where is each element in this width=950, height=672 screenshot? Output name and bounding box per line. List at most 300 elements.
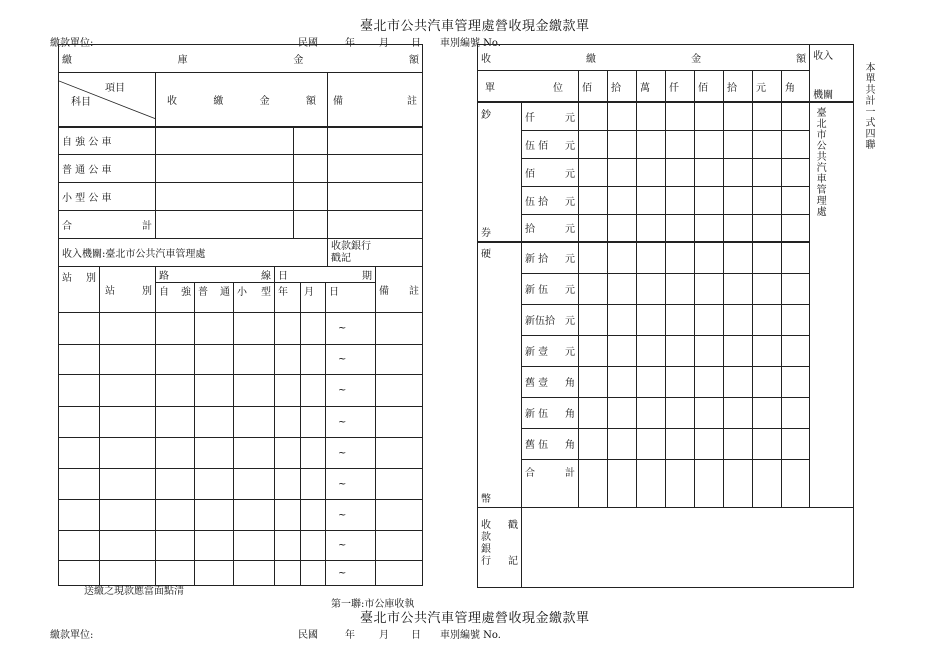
bank-stamp-label xyxy=(478,507,522,587)
denomination-name: 仟 xyxy=(525,112,535,124)
digit-cell[interactable] xyxy=(579,428,608,459)
entry-cell[interactable] xyxy=(156,469,195,500)
remark-cell[interactable] xyxy=(328,211,423,239)
digit-cell[interactable] xyxy=(608,397,637,428)
digit-cell[interactable] xyxy=(753,102,782,130)
digit-cell[interactable] xyxy=(753,214,782,242)
coins-char: 幣 xyxy=(481,493,491,505)
payer-label-copy: 繳款單位: xyxy=(50,630,94,641)
coin-row xyxy=(478,397,854,428)
digit-cell[interactable] xyxy=(608,273,637,304)
coins-char: 硬 xyxy=(481,249,491,260)
entry-cell[interactable] xyxy=(376,469,423,500)
entry-cell[interactable] xyxy=(156,407,195,438)
digit-cell[interactable] xyxy=(637,130,666,158)
digit-cell[interactable] xyxy=(637,158,666,186)
entry-cell[interactable] xyxy=(275,345,301,375)
denomination-label xyxy=(522,304,579,335)
year-col: 年 xyxy=(275,283,301,313)
serial-label: 車別編號 No. xyxy=(440,38,501,49)
digit-cell[interactable] xyxy=(695,102,724,130)
digit-cell[interactable] xyxy=(753,130,782,158)
year-prefix-copy: 民國 xyxy=(298,630,318,641)
entry-cell[interactable] xyxy=(100,345,156,375)
entry-cell[interactable] xyxy=(376,313,423,345)
date-range-cell[interactable]: ~ xyxy=(326,500,376,531)
entry-cell[interactable] xyxy=(376,345,423,375)
notes-char: 鈔 xyxy=(481,110,491,121)
digit-cell[interactable] xyxy=(695,242,724,273)
digit-cell[interactable] xyxy=(579,242,608,273)
payer-label: 繳款單位: xyxy=(50,38,94,49)
denomination-unit: 元 xyxy=(565,224,575,236)
serial-label-copy: 車別編號 No. xyxy=(440,630,501,641)
denomination-name: 新 拾 xyxy=(525,254,549,266)
denomination-label xyxy=(522,428,579,459)
denomination-name: 新 伍 xyxy=(525,285,549,296)
digit-cell[interactable] xyxy=(782,428,810,459)
entry-cell[interactable] xyxy=(195,375,234,407)
digit-cell[interactable] xyxy=(666,366,695,397)
coin-row xyxy=(478,273,854,304)
digit-cell[interactable] xyxy=(608,459,637,507)
date-range-cell[interactable]: ~ xyxy=(326,531,376,561)
entry-cell[interactable] xyxy=(59,313,100,345)
remark-char: 註 xyxy=(409,286,419,297)
stamp-char: 款 xyxy=(481,531,491,543)
entry-cell[interactable] xyxy=(275,531,301,561)
entry-cell[interactable] xyxy=(195,561,234,586)
entry-cell[interactable] xyxy=(156,375,195,407)
entry-cell[interactable] xyxy=(156,438,195,469)
denomination-label xyxy=(522,186,579,214)
station-row xyxy=(59,345,423,375)
digit-cell[interactable] xyxy=(753,459,782,507)
station-row xyxy=(59,469,423,500)
digit-cell[interactable] xyxy=(695,158,724,186)
denomination-unit: 元 xyxy=(565,316,575,327)
denomination-name: 新 壹 xyxy=(525,347,549,358)
entry-cell[interactable] xyxy=(195,345,234,375)
denomination-name: 佰 xyxy=(525,168,535,180)
digit-cell[interactable] xyxy=(579,459,608,507)
entry-cell[interactable] xyxy=(275,561,301,586)
digit-cell[interactable] xyxy=(579,130,608,158)
treasury-amount-table xyxy=(58,44,423,267)
digit-cell[interactable] xyxy=(782,304,810,335)
digit-cell[interactable] xyxy=(724,273,753,304)
denomination-name: 新 伍 xyxy=(525,409,549,420)
digit-cell[interactable] xyxy=(666,459,695,507)
entry-cell[interactable] xyxy=(376,500,423,531)
digit-col-header: 拾 xyxy=(724,71,753,102)
form-title-copy: 臺北市公共汽車管理處營收現金繳款單 xyxy=(360,611,590,626)
digit-cell[interactable] xyxy=(695,335,724,366)
entry-cell[interactable] xyxy=(275,469,301,500)
amount-cell[interactable] xyxy=(294,183,328,211)
entry-cell[interactable] xyxy=(100,438,156,469)
coin-row xyxy=(478,366,854,397)
amount-cell[interactable] xyxy=(156,127,294,155)
station-sub-char: 站 xyxy=(105,286,115,297)
entry-cell[interactable] xyxy=(156,500,195,531)
denomination-name: 舊 伍 xyxy=(525,440,549,451)
entry-cell[interactable] xyxy=(275,313,301,345)
digit-cell[interactable] xyxy=(695,214,724,242)
banknotes-category xyxy=(478,102,522,242)
digit-cell[interactable] xyxy=(637,397,666,428)
entry-cell[interactable] xyxy=(234,407,275,438)
digit-cell[interactable] xyxy=(666,186,695,214)
digit-cell[interactable] xyxy=(753,273,782,304)
digit-cell[interactable] xyxy=(782,214,810,242)
digit-cell[interactable] xyxy=(666,130,695,158)
amount-cell[interactable] xyxy=(294,127,328,155)
coin-row xyxy=(478,304,854,335)
denomination-label xyxy=(522,335,579,366)
entry-cell[interactable] xyxy=(301,438,326,469)
digit-cell[interactable] xyxy=(608,242,637,273)
entry-cell[interactable] xyxy=(195,438,234,469)
station-route-table xyxy=(58,266,423,586)
date-range-cell[interactable]: ~ xyxy=(326,438,376,469)
stamp-char: 收 xyxy=(481,519,491,531)
digit-cell[interactable] xyxy=(637,428,666,459)
digit-cell[interactable] xyxy=(724,130,753,158)
entry-cell[interactable] xyxy=(301,500,326,531)
coins-category xyxy=(478,242,522,507)
entry-cell[interactable] xyxy=(376,375,423,407)
amount-cell[interactable] xyxy=(156,183,294,211)
station-row xyxy=(59,375,423,407)
agency-cell xyxy=(810,102,854,507)
entry-cell[interactable] xyxy=(156,313,195,345)
entry-cell[interactable] xyxy=(156,345,195,375)
header-char: 額 xyxy=(796,54,807,66)
day-col: 日 xyxy=(326,283,376,313)
digit-cell[interactable] xyxy=(724,242,753,273)
notes-char: 券 xyxy=(481,228,491,239)
entry-cell[interactable] xyxy=(59,407,100,438)
date-char: 日 xyxy=(278,271,288,282)
digit-cell[interactable] xyxy=(579,158,608,186)
digit-cell[interactable] xyxy=(782,335,810,366)
entry-cell[interactable] xyxy=(234,375,275,407)
digit-cell[interactable] xyxy=(782,366,810,397)
agency-row xyxy=(59,239,423,267)
digit-cell[interactable] xyxy=(579,102,608,130)
denomination-name: 伍 拾 xyxy=(525,196,549,208)
digit-cell[interactable] xyxy=(782,130,810,158)
route-type-char: 普 xyxy=(198,287,208,298)
digit-cell[interactable] xyxy=(637,214,666,242)
digit-cell[interactable] xyxy=(695,397,724,428)
entry-cell[interactable] xyxy=(376,561,423,586)
entry-cell[interactable] xyxy=(301,561,326,586)
station-sub-char: 別 xyxy=(142,286,152,297)
digit-cell[interactable] xyxy=(637,273,666,304)
remark-char: 備 xyxy=(379,286,389,297)
digit-cell[interactable] xyxy=(579,304,608,335)
col-char: 繳 xyxy=(213,95,224,107)
denomination-label xyxy=(522,102,579,130)
denomination-unit: 元 xyxy=(565,285,575,296)
digit-cell[interactable] xyxy=(637,304,666,335)
amount-cell[interactable] xyxy=(156,211,294,239)
digit-cell[interactable] xyxy=(608,214,637,242)
digit-cell[interactable] xyxy=(753,366,782,397)
denomination-label xyxy=(522,214,579,242)
entry-cell[interactable] xyxy=(275,500,301,531)
row-label: 小 型 公 車 xyxy=(59,183,156,211)
entry-cell[interactable] xyxy=(376,531,423,561)
digit-cell[interactable] xyxy=(666,158,695,186)
station-row xyxy=(59,500,423,531)
entry-cell[interactable] xyxy=(234,313,275,345)
entry-cell[interactable] xyxy=(376,407,423,438)
form-title: 臺北市公共汽車管理處營收現金繳款單 xyxy=(360,19,590,34)
unit-char: 位 xyxy=(553,82,563,94)
digit-cell[interactable] xyxy=(724,102,753,130)
stamp-char: 記 xyxy=(508,555,518,567)
entry-cell[interactable] xyxy=(59,500,100,531)
digit-cell[interactable] xyxy=(724,428,753,459)
digit-cell[interactable] xyxy=(782,102,810,130)
digit-cell[interactable] xyxy=(579,397,608,428)
entry-cell[interactable] xyxy=(100,375,156,407)
digit-cell[interactable] xyxy=(724,214,753,242)
year-label: 年 xyxy=(345,38,355,49)
entry-cell[interactable] xyxy=(59,531,100,561)
date-range-cell[interactable]: ~ xyxy=(326,313,376,345)
digit-cell[interactable] xyxy=(608,186,637,214)
route-type-char: 自 xyxy=(159,287,169,298)
amount-cell[interactable] xyxy=(156,155,294,183)
digit-cell[interactable] xyxy=(753,186,782,214)
digit-cell[interactable] xyxy=(695,304,724,335)
digit-cell[interactable] xyxy=(579,366,608,397)
header-char: 繳 xyxy=(62,55,72,66)
entry-cell[interactable] xyxy=(301,469,326,500)
denomination-unit: 元 xyxy=(565,347,575,358)
digit-cell[interactable] xyxy=(608,304,637,335)
remark-cell[interactable] xyxy=(328,155,423,183)
digit-cell[interactable] xyxy=(695,130,724,158)
denomination-label xyxy=(522,397,579,428)
col-char: 額 xyxy=(305,95,316,107)
route-type-char: 強 xyxy=(181,287,191,298)
digit-cell[interactable] xyxy=(579,186,608,214)
digit-cell[interactable] xyxy=(608,428,637,459)
digit-cell[interactable] xyxy=(695,366,724,397)
digit-cell[interactable] xyxy=(666,102,695,130)
total-char: 計 xyxy=(142,221,152,232)
entry-cell[interactable] xyxy=(234,531,275,561)
digit-cell[interactable] xyxy=(753,158,782,186)
bank-stamp-area[interactable] xyxy=(522,507,854,587)
digit-cell[interactable] xyxy=(666,214,695,242)
digit-cell[interactable] xyxy=(695,428,724,459)
digit-cell[interactable] xyxy=(753,335,782,366)
header-char: 繳 xyxy=(586,54,597,66)
date-range-cell[interactable]: ~ xyxy=(326,375,376,407)
entry-cell[interactable] xyxy=(376,438,423,469)
digit-cell[interactable] xyxy=(666,335,695,366)
digit-cell[interactable] xyxy=(579,273,608,304)
entry-cell[interactable] xyxy=(195,407,234,438)
entry-cell[interactable] xyxy=(195,313,234,345)
amount-cell[interactable] xyxy=(294,211,328,239)
entry-cell[interactable] xyxy=(301,313,326,345)
entry-cell[interactable] xyxy=(301,345,326,375)
coin-row xyxy=(478,242,854,273)
entry-cell[interactable] xyxy=(234,500,275,531)
station-char: 站 xyxy=(62,273,72,284)
coin-row xyxy=(478,335,854,366)
entry-cell[interactable] xyxy=(59,438,100,469)
digit-cell[interactable] xyxy=(666,242,695,273)
digit-cell[interactable] xyxy=(753,304,782,335)
digit-cell[interactable] xyxy=(637,242,666,273)
date-range-cell[interactable]: ~ xyxy=(326,345,376,375)
denomination-name: 伍 佰 xyxy=(525,140,549,152)
entry-cell[interactable] xyxy=(301,531,326,561)
remark-cell[interactable] xyxy=(328,183,423,211)
denomination-unit: 元 xyxy=(565,112,575,124)
digit-cell[interactable] xyxy=(608,366,637,397)
digit-col-header: 萬 xyxy=(637,71,666,102)
col-char: 金 xyxy=(259,95,270,107)
entry-cell[interactable] xyxy=(195,469,234,500)
entry-cell[interactable] xyxy=(100,531,156,561)
route-char: 路 xyxy=(159,271,169,282)
entry-cell[interactable] xyxy=(234,345,275,375)
note-row xyxy=(478,102,854,130)
entry-cell[interactable] xyxy=(100,313,156,345)
receiving-agency: 收入機關:臺北市公共汽車管理處 xyxy=(59,239,328,267)
digit-cell[interactable] xyxy=(637,335,666,366)
denomination-label xyxy=(522,242,579,273)
digit-cell[interactable] xyxy=(579,214,608,242)
cash-breakdown-table xyxy=(477,44,854,588)
amount-cell[interactable] xyxy=(294,155,328,183)
digit-cell[interactable] xyxy=(608,102,637,130)
digit-cell[interactable] xyxy=(608,130,637,158)
digit-cell[interactable] xyxy=(753,397,782,428)
digit-cell[interactable] xyxy=(724,397,753,428)
entry-cell[interactable] xyxy=(156,531,195,561)
entry-cell[interactable] xyxy=(195,500,234,531)
digit-cell[interactable] xyxy=(637,186,666,214)
digit-cell[interactable] xyxy=(637,102,666,130)
route-type-char: 型 xyxy=(261,287,271,298)
item-label: 項目 xyxy=(105,83,125,94)
stamp-char: 戳 xyxy=(508,519,518,531)
coin-row xyxy=(478,428,854,459)
entry-cell[interactable] xyxy=(59,469,100,500)
row-label: 普 通 公 車 xyxy=(59,155,156,183)
entry-cell[interactable] xyxy=(275,375,301,407)
note-row xyxy=(478,158,854,186)
item-subject-cell xyxy=(59,73,156,127)
entry-cell[interactable] xyxy=(234,438,275,469)
digit-cell[interactable] xyxy=(753,242,782,273)
digit-cell[interactable] xyxy=(637,366,666,397)
entry-cell[interactable] xyxy=(59,375,100,407)
digit-cell[interactable] xyxy=(608,335,637,366)
station-row xyxy=(59,313,423,345)
entry-cell[interactable] xyxy=(59,345,100,375)
digit-cell[interactable] xyxy=(782,397,810,428)
date-range-cell[interactable]: ~ xyxy=(326,469,376,500)
year-label-copy: 年 xyxy=(345,630,355,641)
entry-cell[interactable] xyxy=(100,500,156,531)
digit-cell[interactable] xyxy=(724,335,753,366)
digit-cell[interactable] xyxy=(724,304,753,335)
digit-cell[interactable] xyxy=(666,273,695,304)
digit-cell[interactable] xyxy=(782,186,810,214)
station-row xyxy=(59,407,423,438)
entry-cell[interactable] xyxy=(234,561,275,586)
route-type-char: 小 xyxy=(237,287,247,298)
digit-cell[interactable] xyxy=(666,428,695,459)
digit-cell[interactable] xyxy=(666,304,695,335)
entry-cell[interactable] xyxy=(100,407,156,438)
entry-cell[interactable] xyxy=(275,407,301,438)
stamp-char: 銀 xyxy=(481,543,491,555)
digit-cell[interactable] xyxy=(724,366,753,397)
digit-cell[interactable] xyxy=(782,273,810,304)
denomination-label xyxy=(522,273,579,304)
month-col: 月 xyxy=(301,283,326,313)
subject-label: 科目 xyxy=(71,97,91,108)
digit-cell[interactable] xyxy=(782,158,810,186)
digit-cell[interactable] xyxy=(695,186,724,214)
entry-cell[interactable] xyxy=(301,407,326,438)
table-row xyxy=(59,127,423,155)
digit-cell[interactable] xyxy=(724,186,753,214)
entry-cell[interactable] xyxy=(301,375,326,407)
entry-cell[interactable] xyxy=(275,438,301,469)
date-range-cell[interactable]: ~ xyxy=(326,561,376,586)
digit-cell[interactable] xyxy=(666,397,695,428)
digit-cell[interactable] xyxy=(724,459,753,507)
entry-cell[interactable] xyxy=(234,469,275,500)
digit-cell[interactable] xyxy=(608,158,637,186)
check-note: 送繳之現款應當面點清 xyxy=(84,586,184,597)
date-range-cell[interactable]: ~ xyxy=(326,407,376,438)
date-char: 期 xyxy=(362,271,372,282)
digit-cell[interactable] xyxy=(753,428,782,459)
digit-cell[interactable] xyxy=(637,459,666,507)
total-row xyxy=(478,459,854,507)
unit-char: 單 xyxy=(485,82,495,94)
digit-cell[interactable] xyxy=(782,459,810,507)
digit-cell[interactable] xyxy=(724,158,753,186)
denomination-unit: 元 xyxy=(565,168,575,180)
remark-cell[interactable] xyxy=(328,127,423,155)
route-type-char: 通 xyxy=(220,287,230,298)
entry-cell[interactable] xyxy=(100,469,156,500)
entry-cell[interactable] xyxy=(195,531,234,561)
header-char: 金 xyxy=(691,54,702,66)
digit-cell[interactable] xyxy=(579,335,608,366)
digit-cell[interactable] xyxy=(782,242,810,273)
digit-cell[interactable] xyxy=(695,273,724,304)
header-char: 庫 xyxy=(177,55,188,66)
station-char: 別 xyxy=(86,273,96,284)
digit-cell[interactable] xyxy=(695,459,724,507)
